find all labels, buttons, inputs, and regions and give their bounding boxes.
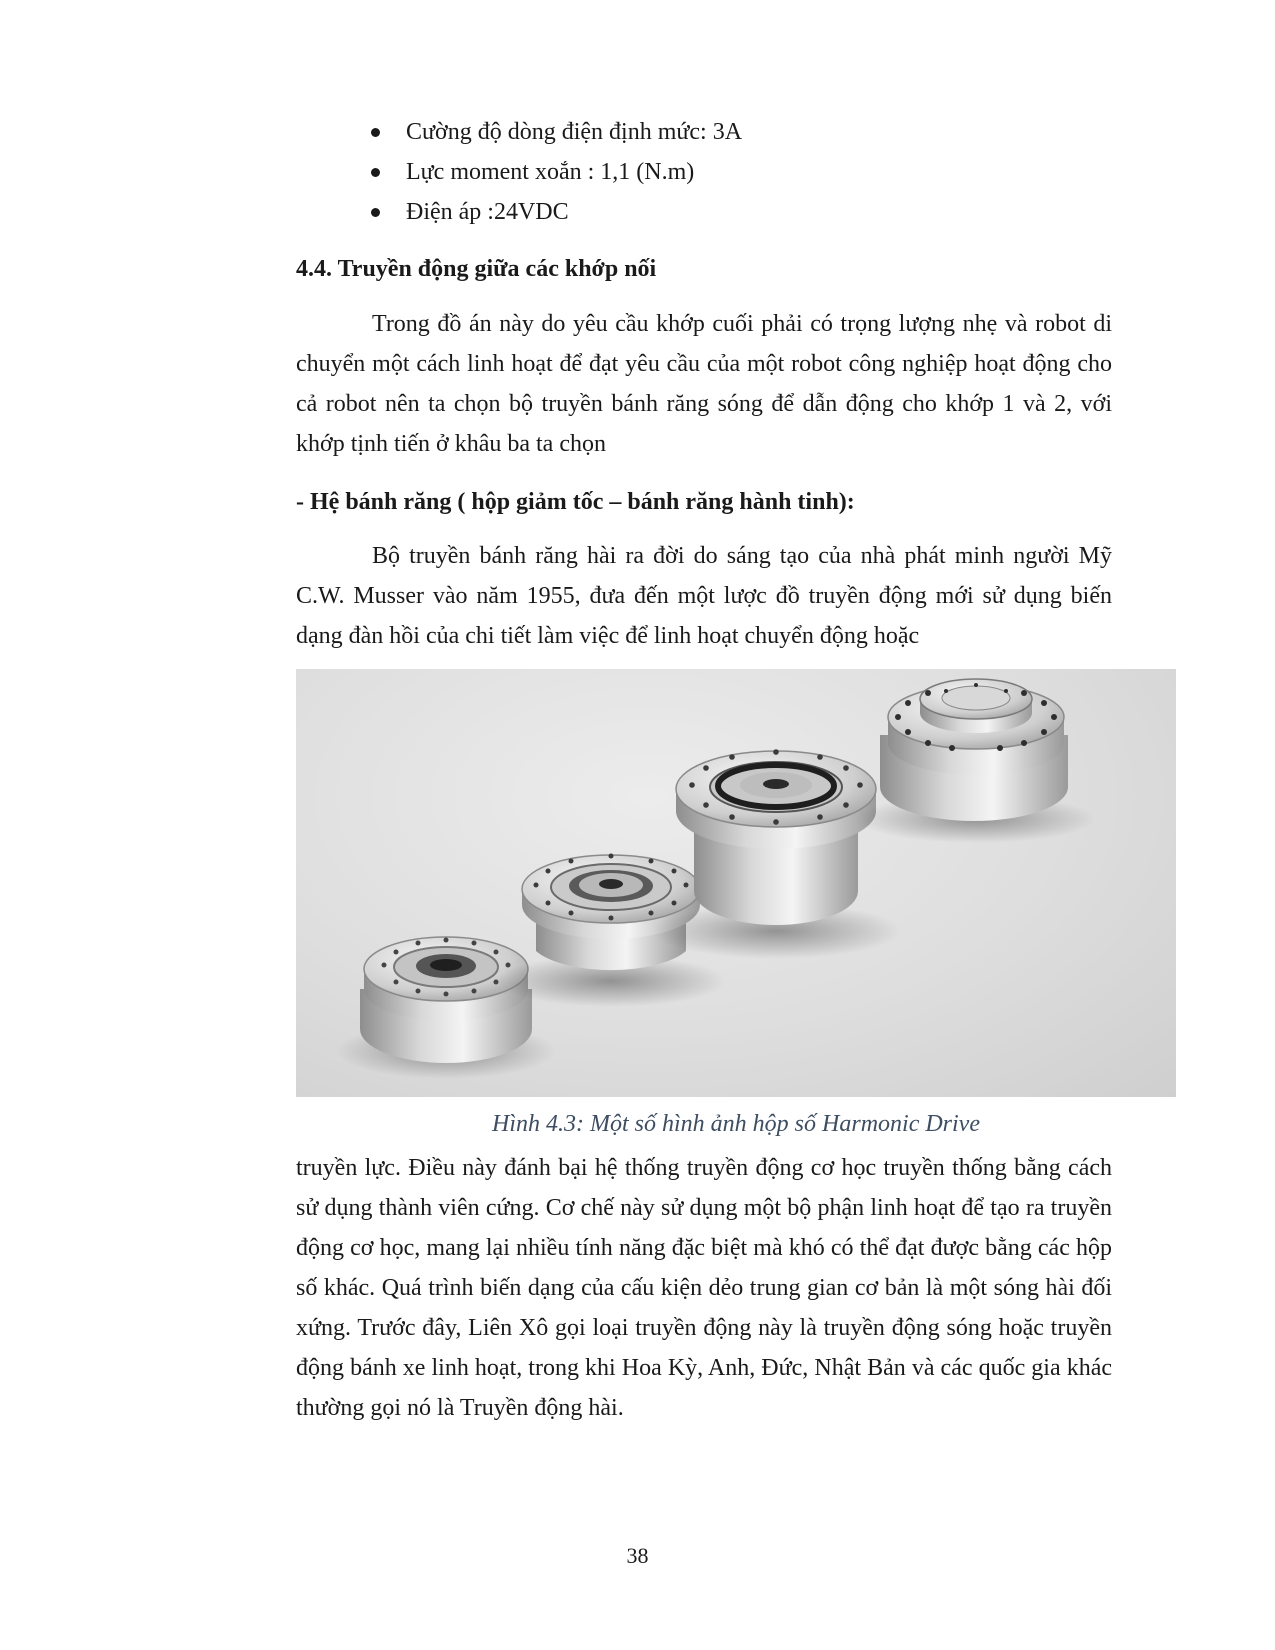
- bullet-dot-icon: [371, 168, 380, 177]
- paragraph-harmonic-history: Bộ truyền bánh răng hài ra đời do sáng tạo của nhà phát minh người Mỹ C.W. Musser vào năm 1955, đưa đến một lược đồ truyền động mới sử dụng biến dạng đàn hồi của chi tiết làm việc để linh hoạt chuyển động hoặc: [296, 543, 1112, 649]
- paragraph-joint-transmission: Trong đồ án này do yêu cầu khớp cuối phải có trọng lượng nhẹ và robot di chuyển một cách linh hoạt để đạt yêu cầu của một robot công nghiệp hoạt động cho cả robot nên ta chọn bộ truyền bánh răng sóng để dẫn động cho khớp 1 và 2, với khớp tịnh tiến ở khâu ba ta chọn: [296, 311, 1112, 457]
- paragraph-harmonic-description: truyền lực. Điều này đánh bại hệ thống truyền động cơ học truyền thống bằng cách sử dụng thành viên cứng. Cơ chế này sử dụng một bộ phận linh hoạt để tạo ra truyền động cơ học, mang lại nhiều tính năng đặc biệt mà khó có thể đạt được bằng các hộp số khác. Quá trình biến dạng của cấu kiện dẻo trung gian cơ bản là một sóng hài đối xứng. Trước đây, Liên Xô gọi loại truyền động này là truyền động sóng hoặc truyền động bánh xe linh hoạt, trong khi Hoa Kỳ, Anh, Đức, Nhật Bản và các quốc gia khác thường gọi nó là Truyền động hài.: [296, 1155, 1112, 1421]
- page-number: 38: [626, 1543, 649, 1568]
- bullet-item-torque: Lực moment xoắn : 1,1 (N.m): [370, 152, 1070, 192]
- harmonic-drive-photo: [296, 669, 1176, 1097]
- harmonic-drive-figure: [296, 669, 1176, 1097]
- subheading-gear-system: - Hệ bánh răng ( hộp giảm tốc – bánh răng hành tinh):: [296, 489, 855, 515]
- section-heading: 4.4. Truyền động giữa các khớp nối: [296, 256, 657, 282]
- figure-caption: Hình 4.3: Một số hình ảnh hộp số Harmonic Drive: [492, 1111, 980, 1137]
- bullet-dot-icon: [371, 128, 380, 137]
- spec-bullet-list: [370, 112, 1070, 232]
- gearbox-small: [336, 937, 556, 1079]
- bullet-item-voltage: Điện áp :24VDC: [370, 192, 1070, 232]
- bullet-item-current: Cường độ dòng điện định mức: 3A: [370, 112, 1070, 152]
- gearbox-large: [651, 749, 901, 959]
- gearbox-xlarge: [856, 679, 1096, 843]
- bullet-dot-icon: [371, 208, 380, 217]
